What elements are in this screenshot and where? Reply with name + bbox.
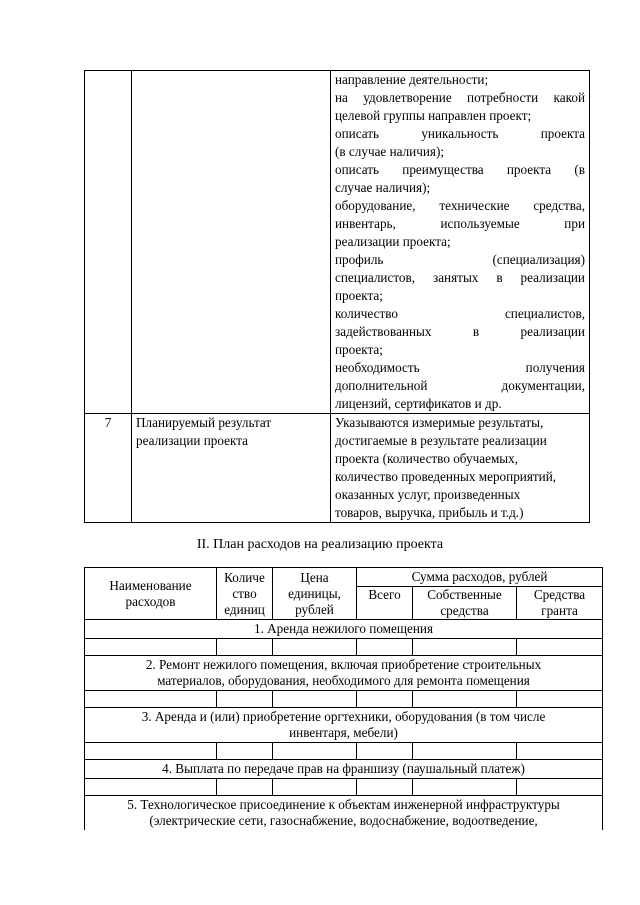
table-cell <box>357 779 413 796</box>
row-name-cell <box>132 71 331 414</box>
header-row <box>85 568 603 587</box>
expense-plan-table <box>84 567 603 830</box>
description-line: специалистов, занятых в реализации <box>335 270 585 285</box>
section-heading: 2. Ремонт нежилого помещения, включая приобретение строительных материалов, оборудования, необходимого для ремонта помещения <box>85 656 603 691</box>
section-heading: 1. Аренда нежилого помещения <box>85 620 603 639</box>
description-line: дополнительной документации, <box>335 378 585 393</box>
table-cell <box>85 691 217 708</box>
description-line: целевой группы направлен проект; <box>335 108 532 123</box>
section-heading: 3. Аренда и (или) приобретение оргтехники, оборудования (в том числе инвентаря, мебели) <box>85 708 603 743</box>
table-cell <box>517 779 603 796</box>
table-cell <box>85 779 217 796</box>
header-expense-sum: Сумма расходов, рублей <box>357 568 603 587</box>
section-row <box>85 656 603 691</box>
table-cell <box>273 691 357 708</box>
row-name-cell <box>132 414 331 523</box>
table-row <box>85 691 603 708</box>
description-line: (в случае наличия); <box>335 144 445 159</box>
section-row <box>85 708 603 743</box>
description-line: Указываются измеримые результаты, <box>335 415 544 430</box>
description-line: реализации проекта; <box>335 234 451 249</box>
description-line: инвентарь, используемые при <box>335 216 585 231</box>
description-line: проекта (количество обучаемых, <box>335 451 519 466</box>
description-line: лицензий, сертификатов и др. <box>335 396 502 411</box>
header-unit-price: Цена единицы, рублей <box>273 568 357 620</box>
row-description-cell <box>331 71 590 414</box>
table-row <box>85 743 603 760</box>
table-cell <box>357 639 413 656</box>
table-cell <box>85 639 217 656</box>
name-line: Планируемый результат <box>136 415 272 430</box>
row-description-cell <box>331 414 590 523</box>
section-row <box>85 796 603 831</box>
description-line: случае наличия); <box>335 180 431 195</box>
description-line: профиль (специализация) <box>335 252 585 267</box>
table-cell <box>517 743 603 760</box>
table-cell <box>273 639 357 656</box>
table-cell <box>517 691 603 708</box>
header-own-funds: Собственные средства <box>413 587 517 620</box>
table-cell <box>413 691 517 708</box>
description-line: описать уникальность проекта <box>335 126 585 141</box>
section-heading: 4. Выплата по передаче прав на франшизу (паушальный платеж) <box>85 760 603 779</box>
description-line: количество специалистов, <box>335 306 585 321</box>
project-description-table <box>84 70 590 523</box>
description-line: задействованных в реализации <box>335 324 585 339</box>
table-cell <box>413 779 517 796</box>
table-cell <box>217 743 273 760</box>
description-line: оборудование, технические средства, <box>335 198 585 213</box>
table-cell <box>85 743 217 760</box>
section-row <box>85 620 603 639</box>
description-line: направление деятельности; <box>335 72 489 87</box>
table-row <box>85 779 603 796</box>
table-cell <box>217 639 273 656</box>
section-title: II. План расходов на реализацию проекта <box>196 537 444 552</box>
table-cell <box>413 743 517 760</box>
table-row <box>85 71 590 414</box>
description-line: количество проведенных мероприятий, <box>335 469 557 484</box>
table-cell <box>217 691 273 708</box>
header-quantity: Количе ство единиц <box>217 568 273 620</box>
section-row <box>85 760 603 779</box>
section-heading: 5. Технологическое присоединение к объектам инженерной инфраструктуры (электрические сети, газоснабжение, водоснабжение, водоотведение, <box>85 796 603 831</box>
table-cell <box>357 743 413 760</box>
table-cell <box>273 743 357 760</box>
table-cell <box>413 639 517 656</box>
description-line: описать преимущества проекта (в <box>335 162 585 177</box>
row-number-cell <box>85 71 132 414</box>
name-line: реализации проекта <box>136 433 249 448</box>
row-number-cell: 7 <box>85 414 132 523</box>
header-grant-funds: Средства гранта <box>517 587 603 620</box>
description-line: проекта; <box>335 288 383 303</box>
table-row <box>85 639 603 656</box>
description-line: оказанных услуг, произведенных <box>335 487 521 502</box>
description-line: необходимость получения <box>335 360 585 375</box>
table-cell <box>273 779 357 796</box>
description-line: достигаемые в результате реализации <box>335 433 547 448</box>
table-cell <box>357 691 413 708</box>
description-line: проекта; <box>335 342 383 357</box>
table-row <box>85 414 590 523</box>
header-expense-name: Наименование расходов <box>85 568 217 620</box>
table-cell <box>217 779 273 796</box>
description-line: товаров, выручка, прибыль и т.д.) <box>335 505 524 520</box>
table-cell <box>517 639 603 656</box>
description-line: на удовлетворение потребности какой <box>335 90 585 105</box>
header-total: Всего <box>357 587 413 620</box>
